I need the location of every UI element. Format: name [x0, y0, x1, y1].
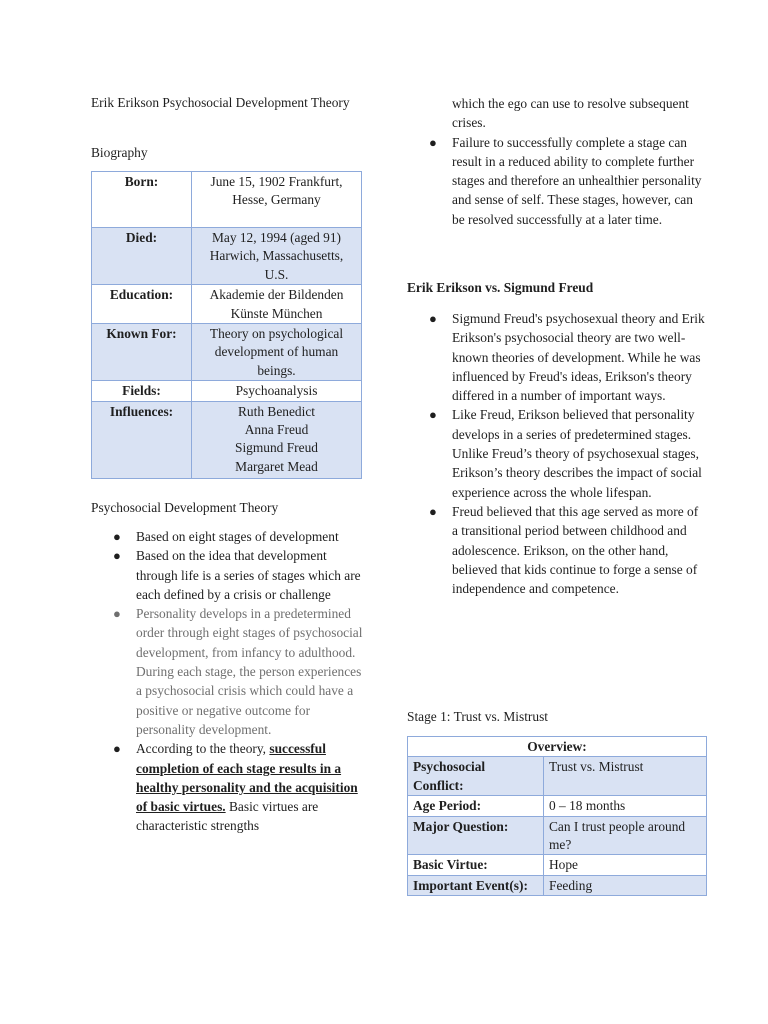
list-item: [407, 309, 707, 405]
stage-value: Can I trust people around me?: [544, 816, 707, 855]
bullet-tail-text: Basic virtues are characteristic strengths: [136, 799, 319, 834]
biography-table: [91, 171, 362, 479]
list-item: [407, 405, 707, 501]
list-item: [407, 502, 707, 598]
stage-value: Feeding: [544, 875, 707, 895]
table-row: [92, 172, 362, 228]
table-row: [408, 757, 707, 796]
stage-key: Basic Virtue:: [408, 855, 544, 875]
continued-bullet-list: [407, 94, 707, 229]
table-row: [408, 875, 707, 895]
vs-heading: Erik Erikson vs. Sigmund Freud: [407, 280, 594, 295]
biography-heading: Biography: [91, 145, 148, 160]
bio-key: Born:: [92, 172, 192, 228]
bullet-icon: ●: [113, 548, 121, 564]
bullet-text: According to the theory,: [136, 741, 267, 757]
bullet-icon: ●: [113, 741, 121, 757]
table-row: [92, 228, 362, 285]
list-item: [407, 94, 707, 133]
bio-key: Fields:: [92, 381, 192, 401]
bullet-icon: ●: [113, 606, 121, 622]
bio-key: Died:: [92, 228, 192, 285]
bullet-icon: ●: [429, 311, 437, 326]
bullet-text: Based on the idea that development through life is a series of stages which are each defined by a crisis or challenge: [136, 548, 361, 602]
table-row: [92, 285, 362, 324]
bullet-text: Sigmund Freud's psychosexual theory and Erik Erikson's psychosocial theory are two well-known theories of development. While he was influenced by Freud's ideas, Erikson's theory differed in a number of important ways.: [452, 311, 705, 404]
bio-value: Psychoanalysis: [192, 381, 362, 401]
bio-value: Theory on psychological development of human beings.: [192, 324, 362, 381]
stage-heading: Stage 1: Trust vs. Mistrust: [407, 709, 549, 724]
list-item: [91, 739, 363, 835]
bullet-icon: ●: [429, 407, 437, 423]
emphasis-text: successful completion of each stage results in a healthy personality and the acquisition of basic virtues.: [136, 741, 358, 815]
vs-bullet-list: [407, 309, 707, 598]
bullet-icon: ●: [429, 134, 437, 150]
stage-key: Important Event(s):: [408, 875, 544, 895]
psd-bullet-list: [91, 527, 363, 836]
list-item: [91, 546, 363, 604]
stage-key: Psychosocial Conflict:: [408, 757, 544, 796]
bio-value: Ruth Benedict Anna Freud Sigmund Freud Margaret Mead: [192, 401, 362, 478]
bio-key: Known For:: [92, 324, 192, 381]
stage-key: Major Question:: [408, 816, 544, 855]
stage-value: 0 – 18 months: [544, 796, 707, 816]
table-row: [408, 855, 707, 875]
bullet-text: Based on eight stages of development: [136, 529, 339, 544]
bullet-text: Personality develops in a predetermined order through eight stages of psychosocial development, from infancy to adulthood. During each stage, the person experiences a psychosocial crisis which could have a positive or negative outcome for personality development.: [136, 606, 363, 737]
bullet-text: Like Freud, Erikson believed that personality develops in a series of predetermined stages. Unlike Freud’s theory of psychosexual stages, Erikson’s theory describes the impact of social experience across the whole lifespan.: [452, 407, 702, 500]
stage-value: Hope: [544, 855, 707, 875]
bio-value: Akademie der Bildenden Künste München: [192, 285, 362, 324]
table-row: [408, 737, 707, 757]
stage-value: Trust vs. Mistrust: [544, 757, 707, 796]
table-row: [92, 324, 362, 381]
bullet-text: Failure to successfully complete a stage can result in a reduced ability to complete further stages and therefore an unhealthier personality and sense of self. These stages, however, can be resolved successfully at a later time.: [452, 134, 702, 227]
bio-key: Education:: [92, 285, 192, 324]
table-row: [408, 816, 707, 855]
bio-key: Influences:: [92, 401, 192, 478]
table-row: [92, 401, 362, 478]
continued-text: which the ego can use to resolve subsequent crises.: [452, 96, 689, 131]
stage-key: Age Period:: [408, 796, 544, 816]
bullet-icon: ●: [113, 529, 121, 544]
bio-value: June 15, 1902 Frankfurt, Hesse, Germany: [192, 172, 362, 228]
bullet-text: Freud believed that this age served as more of a transitional period between childhood and adolescence. Erikson, on the other hand, believed that kids continue to forge a sense of independence and competence.: [452, 503, 699, 597]
list-item: [91, 527, 363, 546]
document-title: Erik Erikson Psychosocial Development Theory: [91, 95, 350, 110]
bullet-icon: ●: [429, 503, 437, 519]
psd-heading: Psychosocial Development Theory: [91, 500, 279, 515]
table-header: Overview:: [408, 737, 707, 757]
bio-value: May 12, 1994 (aged 91) Harwich, Massachusetts, U.S.: [192, 228, 362, 285]
stage-table: [407, 736, 707, 896]
table-row: [92, 381, 362, 401]
table-row: [408, 796, 707, 816]
list-item: [407, 133, 707, 229]
list-item: [91, 604, 363, 739]
